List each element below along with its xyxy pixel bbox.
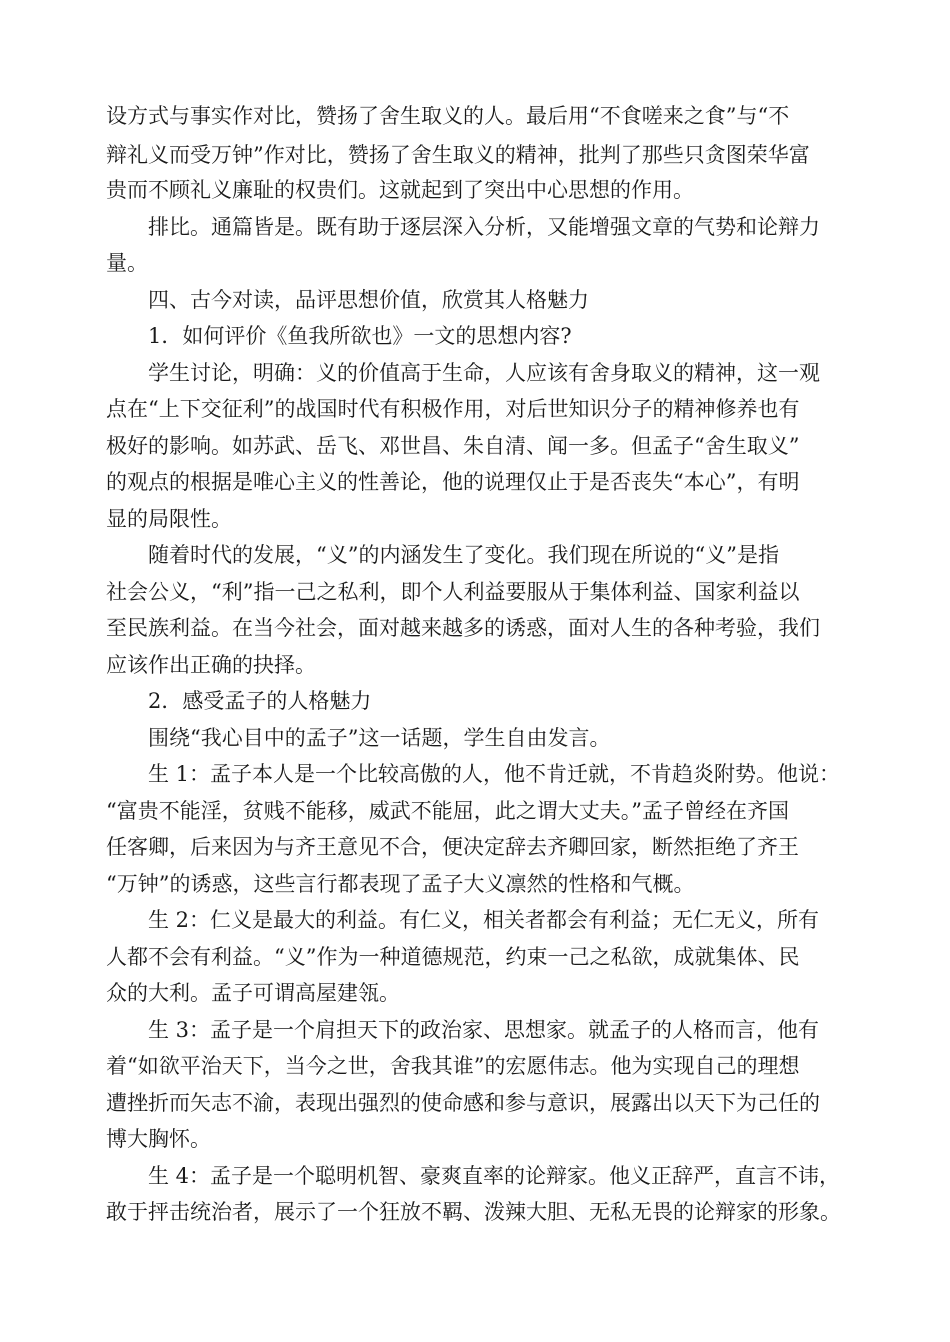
text-line: 任客卿，后来因为与齐王意见不合，便决定辞去齐卿回家，断然拒绝了齐王 [106,835,799,859]
text-line: 博大胸怀。 [106,1127,211,1151]
section-heading: 四、古今对读，品评思想价值，欣赏其人格魅力 [148,288,589,312]
text-line: 设方式与事实作对比，赞扬了舍生取义的人。最后用“不食嗟来之食”与“不 [106,104,790,128]
text-line: 极好的影响。如苏武、岳飞、邓世昌、朱自清、闻一多。但孟子“舍生取义” [106,434,800,458]
text-line: 辩礼义而受万钟”作对比，赞扬了舍生取义的精神，批判了那些只贪图荣华富 [106,143,810,167]
question-heading: 1．如何评价《鱼我所欲也》一文的思想内容? [148,324,572,348]
text-line: 围绕“我心目中的孟子”这一话题，学生自由发言。 [148,726,611,750]
text-line: 量。 [106,251,148,275]
text-line: 生 1：孟子本人是一个比较高傲的人，他不肯迁就，不肯趋炎附势。他说： [148,762,841,786]
text-line: 敢于抨击统治者，展示了一个狂放不羁、泼辣大胆、无私无畏的论辩家的形象。 [106,1200,841,1224]
text-line: “富贵不能淫，贫贱不能移，威武不能屈，此之谓大丈夫。”孟子曾经在齐国 [106,799,789,823]
question-heading: 2．感受孟子的人格魅力 [148,689,372,713]
text-line: 众的大利。孟子可谓高屋建瓴。 [106,981,400,1005]
text-line: 着“如欲平治天下，当今之世，舍我其谁”的宏愿伟志。他为实现自己的理想 [106,1054,800,1078]
text-line: 随着时代的发展，“义”的内涵发生了变化。我们现在所说的“义”是指 [148,543,779,567]
text-line: 排比。通篇皆是。既有助于逐层深入分析，又能增强文章的气势和论辩力 [148,215,820,239]
text-line: 生 2：仁义是最大的利益。有仁义，相关者都会有利益；无仁无义，所有 [148,908,820,932]
text-line: 生 4：孟子是一个聪明机智、豪爽直率的论辩家。他义正辞严，直言不讳， [148,1164,841,1188]
text-line: 点在“上下交征利”的战国时代有积极作用，对后世知识分子的精神修养也有 [106,397,800,421]
text-line: 社会公义，“利”指一己之私利，即个人利益要服从于集体利益、国家利益以 [106,580,800,604]
text-line: 至民族利益。在当今社会，面对越来越多的诱惑，面对人生的各种考验，我们 [106,616,820,640]
text-line: 显的局限性。 [106,507,232,531]
text-line: 贵而不顾礼义廉耻的权贵们。这就起到了突出中心思想的作用。 [106,178,694,202]
text-line: 遭挫折而矢志不渝，表现出强烈的使命感和参与意识，展露出以天下为己任的 [106,1091,820,1115]
text-line: 生 3：孟子是一个肩担天下的政治家、思想家。就孟子的人格而言，他有 [148,1018,820,1042]
text-line: 人都不会有利益。“义”作为一种道德规范，约束一己之私欲，成就集体、民 [106,945,800,969]
text-line: “万钟”的诱惑，这些言行都表现了孟子大义凛然的性格和气概。 [106,872,695,896]
text-line: 的观点的根据是唯心主义的性善论，他的说理仅止于是否丧失“本心”，有明 [106,470,800,494]
text-line: 学生讨论，明确：义的价值高于生命，人应该有舍身取义的精神，这一观 [148,361,820,385]
text-line: 应该作出正确的抉择。 [106,653,316,677]
